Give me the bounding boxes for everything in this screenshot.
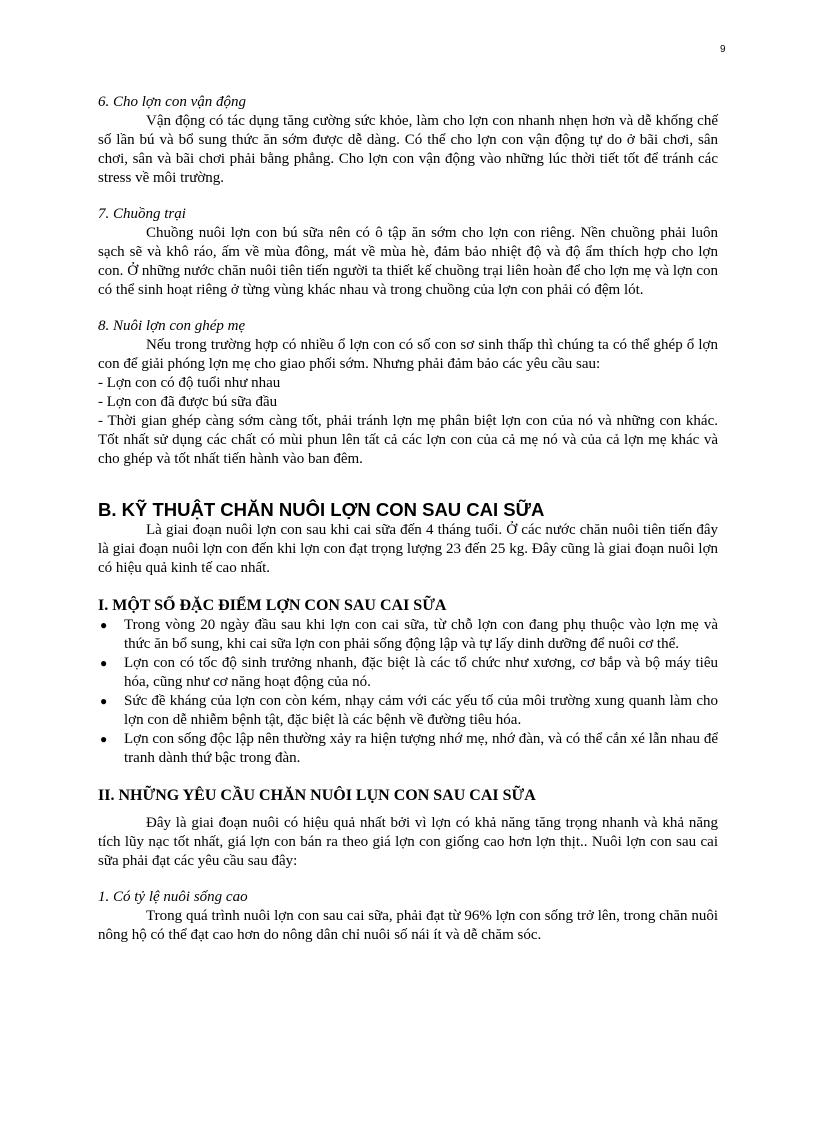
section-7-text: Chuồng nuôi lợn con bú sữa nên có ô tập ăn sớm cho lợn con riêng. Nền chuồng phải luôn sạch sẽ và khô ráo, ấm về mùa đông, mát về mùa hè, đảm bảo nhiệt độ và độ ẩm thích hợp cho lợn con. Ở những nước chăn nuôi tiên tiến người ta thiết kế chuồng trại liên hoàn để cho lợn mẹ và lợn con có thể sinh hoạt riêng ở từng vùng khác nhau và trong chuồng của lợn con phải có đệm lót. (98, 225, 718, 298)
part-b-text: Là giai đoạn nuôi lợn con sau khi cai sữa đến 4 tháng tuổi. Ở các nước chăn nuôi tiên tiến đây là giai đoạn nuôi lợn con đến khi lợn con đạt trọng lượng 23 đến 25 kg. Đây cũng là giai đoạn nuôi lợn có hiệu quả kinh tế cao nhất. (98, 522, 718, 576)
part-i-bullet-list (98, 616, 718, 768)
section-7-title: 7. Chuồng trại (98, 206, 186, 222)
list-item (98, 654, 718, 692)
bullet-icon: ● (100, 656, 108, 670)
part-i-heading: I. MỘT SỐ ĐẶC ĐIỂM LỢN CON SAU CAI SỮA (98, 597, 447, 614)
page-number: 9 (720, 44, 726, 55)
bullet-icon: ● (100, 694, 108, 708)
list-item (98, 616, 718, 654)
document-body (98, 93, 718, 945)
list-item (98, 692, 718, 730)
part-ii-text: Đây là giai đoạn nuôi có hiệu quả nhất bởi vì lợn có khả năng tăng trọng nhanh và khả năng tích lũy nạc tốt nhất, giá lợn con bán ra theo giá lợn con giống cao hơn lợn thịt.. Nuôi lợn con sau cai sữa phải đạt các yêu cầu sau đây: (98, 815, 718, 869)
section-8-text: Nếu trong trường hợp có nhiều ổ lợn con có số con sơ sinh thấp thì chúng ta có thể ghép ổ lợn con để giải phóng lợn mẹ cho giao phối sớm. Nhưng phải đảm bảo các yêu cầu sau: (98, 337, 718, 372)
section-6-text: Vận động có tác dụng tăng cường sức khỏe, làm cho lợn con nhanh nhẹn hơn và dễ khống chế số lần bú và bổ sung thức ăn sớm được dễ dàng. Có thể cho lợn con vận động tự do ở bãi chơi, sân chơi, sân và bãi chơi phải bằng phẳng. Cho lợn con vận động vào những lúc thời tiết tốt để tránh các stress về môi trường. (98, 113, 718, 186)
part-b-heading: B. KỸ THUẬT CHĂN NUÔI LỢN CON SAU CAI SỮA (98, 499, 545, 520)
requirement-1-title: 1. Có tỷ lệ nuôi sống cao (98, 889, 248, 905)
list-item-text: Lợn con có tốc độ sinh trưởng nhanh, đặc biệt là các tổ chức như xương, cơ bắp và bộ máy tiêu hóa, cũng như cơ năng hoạt động của nó. (124, 655, 718, 690)
list-item-text: Sức đề kháng của lợn con còn kém, nhạy cảm với các yếu tố của môi trường xung quanh làm cho lợn con dễ nhiễm bệnh tật, đặc biệt là các bệnh về đường tiêu hóa. (124, 693, 718, 728)
section-8-item: - Lợn con đã được bú sữa đầu (98, 394, 278, 410)
section-8-title: 8. Nuôi lợn con ghép mẹ (98, 318, 246, 334)
list-item (98, 730, 718, 768)
section-6-title: 6. Cho lợn con vận động (98, 94, 246, 110)
section-8-item: - Lợn con có độ tuổi như nhau (98, 375, 281, 391)
requirement-1-text: Trong quá trình nuôi lợn con sau cai sữa, phải đạt từ 96% lợn con sống trở lên, trong chăn nuôi nông hộ có thể đạt cao hơn do nông dân chỉ nuôi số nái ít và dễ chăm sóc. (98, 908, 718, 943)
section-8-item: - Thời gian ghép càng sớm càng tốt, phải tránh lợn mẹ phân biệt lợn con của nó và những con khác. Tốt nhất sử dụng các chất có mùi phun lên tất cả các lợn con của cả mẹ nó và của cả lợn mẹ khác và cho ghép và tốt nhất tiến hành vào ban đêm. (98, 413, 718, 467)
bullet-icon: ● (100, 732, 108, 746)
list-item-text: Lợn con sống độc lập nên thường xảy ra hiện tượng nhớ mẹ, nhớ đàn, và có thể cắn xé lẫn nhau để tranh dành thứ bậc trong đàn. (124, 731, 718, 766)
list-item-text: Trong vòng 20 ngày đầu sau khi lợn con cai sữa, từ chỗ lợn con đang phụ thuộc vào lợn mẹ và thức ăn bổ sung, khi cai sữa lợn con phải sống động lập và tự lấy dinh dưỡng để nuôi cơ thể. (124, 617, 718, 652)
bullet-icon: ● (100, 618, 108, 632)
part-ii-heading: II. NHỮNG YÊU CẦU CHĂN NUÔI LỤN CON SAU CAI SỮA (98, 787, 536, 804)
